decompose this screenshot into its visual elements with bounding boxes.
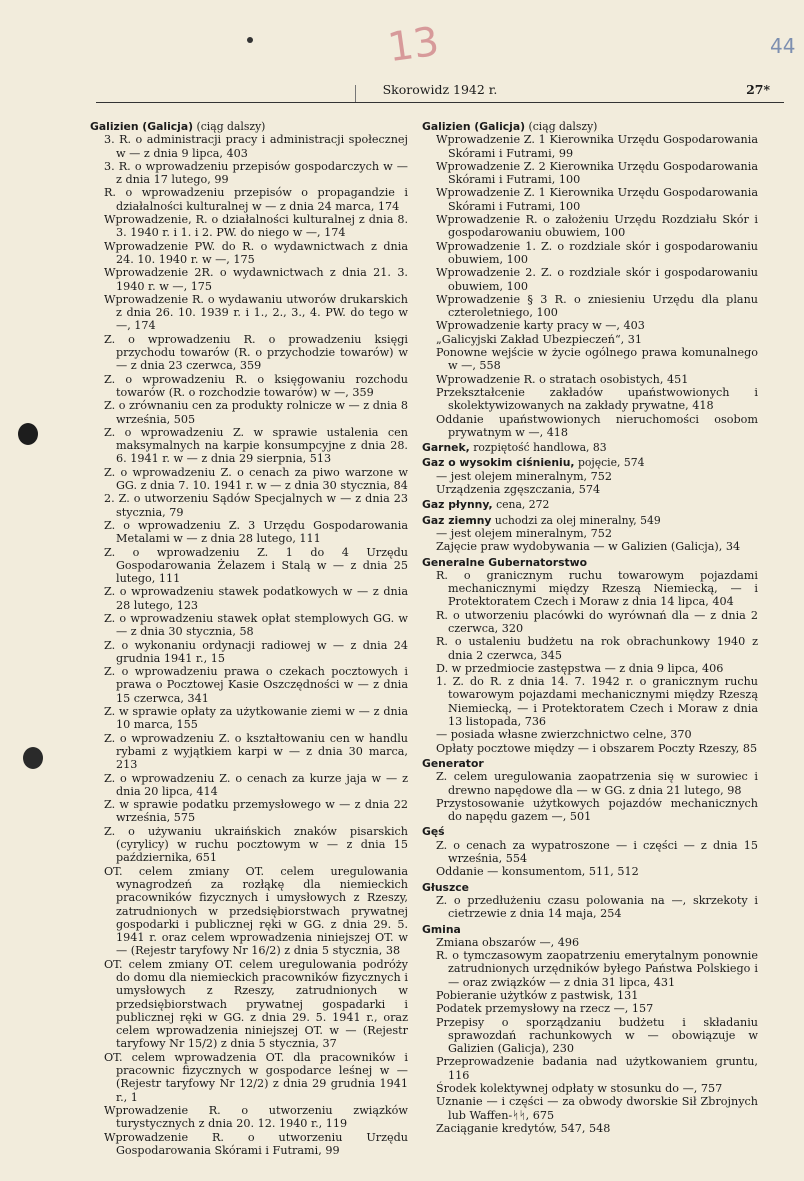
index-entry: D. w przedmiocie zastępstwa — z dnia 9 lipca, 406 [436,661,724,675]
index-entry: Wprowadzenie R. o stratach osobistych, 451 [436,372,689,386]
index-heading-term: Garnek, [422,441,470,455]
index-entry: Z. w sprawie opłaty za użytkowanie ziemi w — z dnia 10 marca, 155 [104,705,408,732]
header-rule [96,102,784,103]
index-entry: Oddanie upaństwowionych nieruchomości osobom prywatnym w —, 418 [436,412,758,439]
index-heading [422,923,758,936]
index-heading-term: Generalne Gubernatorstwo [422,555,588,569]
index-heading-suffix: (ciąg dalszy) [525,120,598,133]
index-entry: Z. o wprowadzeniu stawek opłat stemplowych GG. w — z dnia 30 stycznia, 58 [104,611,408,639]
index-heading-term: Generator [422,756,484,770]
index-heading-suffix: cena, 272 [492,498,550,512]
index-entry: Z. o wprowadzeniu prawa o czekach pocztowych i prawa o Pocztowej Kasie Oszczędności w — z dnia 15 czerwca, 341 [104,665,408,705]
index-heading-term: Galizien (Galicja) [90,120,194,133]
index-heading [422,757,758,770]
index-entry: OT. celem wprowadzenia OT. dla pracowników i pracownic fizycznych w gospodarce leśnej w — (Rejestr taryfowy Nr 12/2) z dnia 29 grudnia 1941 r., 1 [104,1050,408,1104]
index-heading-suffix: rozpiętość handlowa, 83 [469,441,607,455]
index-heading [422,514,758,527]
punch-hole-middle [18,423,38,445]
index-heading-term: Gaz ziemny [422,513,492,527]
page-header [96,80,784,104]
index-entry: Z. o wprowadzeniu Z. o cenach za kurze jaja w — z dnia 20 lipca, 414 [104,771,408,798]
pencil-annotation-corner: 44 [770,34,796,58]
index-entry: Z. o wprowadzeniu Z. w sprawie ustalenia cen maksymalnych na karpie konsumpcyjne z dnia 28. 6. 1941 r. w — z dnia 29 sierpnia, 513 [104,425,408,466]
index-entry: 2. Z. o utworzeniu Sądów Specjalnych w — z dnia 23 stycznia, 79 [104,492,408,519]
header-tick [355,85,356,103]
index-entry: Przekształcenie zakładów upaństwowionych i skolektywizowanych na zakłady prywatne, 418 [436,385,758,413]
index-heading-suffix: pojęcie, 574 [574,456,645,470]
index-entry: — jest olejem mineralnym, 752 [436,526,613,540]
index-heading-term: Głuszce [422,880,469,894]
right-column [422,118,758,1135]
index-entry: Przystosowanie użytkowych pojazdów mechanicznych do napędu gazem —, 501 [436,796,758,824]
index-heading [422,120,758,133]
index-heading [422,498,758,511]
index-entry: Wprowadzenie Z. 2 Kierownika Urzędu Gospodarowania Skórami i Futrami, 100 [436,159,758,187]
index-entry: Wprowadzenie 1. Z. o rozdziale skór i gospodarowaniu obuwiem, 100 [436,239,758,266]
index-entry: Wprowadzenie R. o utworzeniu związków turystycznych z dnia 20. 12. 1940 r., 119 [104,1103,408,1131]
index-entry: Pobieranie użytków z pastwisk, 131 [436,989,639,1002]
index-entry: R. o utworzeniu placówki do wyrównań dla — z dnia 2 czerwca, 320 [436,608,758,635]
index-entry: Z. w sprawie podatku przemysłowego w — z dnia 22 września, 575 [104,798,408,825]
index-entry: Wprowadzenie 2R. o wydawnictwach z dnia 21. 3. 1940 r. w —, 175 [104,266,408,293]
index-entry: OT. celem zmiany OT. celem uregulowania wynagrodzeń za rozłąkę dla niemieckich pracowników fizycznych i umysłowych z Rzeszy, zatrudnionych w przedsiębiorstwach prywatnej gospodarki i publicznej ręki w GG. z dnia 29. 5. 1941 r. oraz celem wprowadzenia niniejszej OT. w — (Rejestr taryfowy Nr 16/2) z dnia 5 stycznia, 38 [104,864,408,958]
index-heading [422,556,758,569]
pencil-annotation-number: 13 [385,18,442,72]
page-number: 27* [746,82,770,97]
index-entry: R. o granicznym ruchu towarowym pojazdami mechanicznymi między Rzeszą Niemiecką, — i Protektoratem Czech i Moraw z dnia 14 lipca, 404 [436,568,758,609]
index-entry: Zaciąganie kredytów, 547, 548 [436,1121,611,1135]
index-entry: Z. celem uregulowania zaopatrzenia się w surowiec i drewno napędowe dla — w GG. z dnia 21 lutego, 98 [436,770,758,797]
index-entry: 3. R. o wprowadzeniu przepisów gospodarczych w — z dnia 17 lutego, 99 [104,159,408,187]
index-entry: Ponowne wejście w życie ogólnego prawa komunalnego w —, 558 [436,346,758,373]
index-entry: Zajęcie praw wydobywania — w Galizien (Galicja), 34 [436,540,741,554]
index-entry: Wprowadzenie Z. 1 Kierownika Urzędu Gospodarowania Skórami i Futrami, 100 [436,186,758,213]
page-title: Skorowidz 1942 r. [382,82,498,97]
index-entry: Wprowadzenie R. o utworzeniu Urzędu Gospodarowania Skórami i Futrami, 99 [104,1130,408,1157]
index-heading-term: Gęś [422,825,445,839]
index-entry: Z. o przedłużeniu czasu polowania na —, skrzekoty i cietrzewie z dnia 14 maja, 254 [436,893,758,921]
index-entry: Z. o zrównaniu cen za produkty rolnicze w — z dnia 8 września, 505 [104,399,408,426]
index-heading [422,456,758,469]
index-entry: „Galicyjski Zakład Ubezpieczeń“, 31 [436,332,643,346]
index-entry: Z. o wprowadzeniu Z. o kształtowaniu cen w handlu rybami z wyjątkiem karpi w — z dnia 30 marca, 213 [104,731,408,772]
index-heading-suffix: uchodzi za olej mineralny, 549 [491,513,661,527]
index-heading [90,120,408,133]
index-entry: Urządzenia zgęszczania, 574 [436,483,601,497]
index-entry: 3. R. o administracji pracy i administracji społecznej w — z dnia 9 lipca, 403 [104,133,408,160]
index-entry: Oddanie — konsumentom, 511, 512 [436,865,639,879]
index-entry: Z. o wprowadzeniu stawek podatkowych w — z dnia 28 lutego, 123 [104,585,408,612]
index-entry: Z. o wprowadzeniu Z. 1 do 4 Urzędu Gospodarowania Żelazem i Stalą w — z dnia 25 lutego, 111 [104,545,408,586]
index-heading-term: Gaz o wysokim ciśnieniu, [422,456,575,470]
index-entry: Z. o wprowadzeniu R. o prowadzeniu księgi przychodu towarów (R. o przychodzie towarów) w — z dnia 23 czerwca, 359 [104,332,408,373]
index-entry: Przeprowadzenie badania nad użytkowaniem gruntu, 116 [436,1055,758,1082]
index-entry: Wprowadzenie § 3 R. o zniesieniu Urzędu dla planu czteroletniego, 100 [436,292,758,320]
index-entry: 1. Z. do R. z dnia 14. 7. 1942 r. o granicznym ruchu towarowym pojazdami mechanicznymi między Rzeszą Niemiecką, — i Protektoratem Czech i Moraw z dnia 13 listopada, 736 [436,675,758,729]
index-entry: R. o tymczasowym zaopatrzeniu emerytalnym ponownie zatrudnionych urzędników byłego Państwa Polskiego i — oraz związków — z dnia 31 lipca, 431 [436,949,758,989]
index-entry: R. o ustaleniu budżetu na rok obrachunkowy 1940 z dnia 2 czerwca, 345 [436,635,758,662]
index-entry: Uznanie — i części — za obwody dworskie Sił Zbrojnych lub Waffen-ᛋᛋ, 675 [436,1095,758,1122]
index-entry: Z. o wprowadzeniu Z. 3 Urzędu Gospodarowania Metalami w — z dnia 28 lutego, 111 [104,518,408,546]
index-entry: Opłaty pocztowe między — i obszarem Poczty Rzeszy, 85 [436,741,758,755]
index-heading-term: Galizien (Galicja) [422,120,526,133]
index-heading-term: Gmina [422,922,461,936]
index-heading-term: Gaz płynny, [422,498,493,512]
index-entry: Z. o używaniu ukraińskich znaków pisarskich (cyrylicy) w ruchu pocztowym w — z dnia 15 października, 651 [104,824,408,865]
index-entry: — posiada własne zwierzchnictwo celne, 370 [436,728,692,742]
index-entry: Z. o wprowadzeniu Z. o cenach za piwo warzone w GG. z dnia 7. 10. 1941 r. w — z dnia 30 stycznia, 84 [104,465,408,493]
index-entry: Wprowadzenie R. o założeniu Urzędu Rozdziału Skór i gospodarowaniu obuwiem, 100 [436,213,758,240]
index-entry: Wprowadzenie R. o wydawaniu utworów drukarskich z dnia 26. 10. 1939 r. i 1., 2., 3., 4. PW. do tego w —, 174 [104,292,408,333]
index-entry: Z. o cenach za wypatroszone — i części — z dnia 15 września, 554 [436,838,758,866]
index-entry: Z. o wykonaniu ordynacji radiowej w — z dnia 24 grudnia 1941 r., 15 [104,638,408,665]
index-entry: — jest olejem mineralnym, 752 [436,469,613,483]
index-entry: OT. celem zmiany OT. celem uregulowania podróży do domu dla niemieckich pracowników fizycznych i umysłowych z Rzeszy, zatrudnionych w przedsiębiorstwach prywatnej gospadarki i publicznej ręki w GG. z dnia 29. 5. 1941 r., oraz celem wprowadzenia niniejszej OT. w — (Rejestr taryfowy Nr 15/2) z dnia 5 stycznia, 37 [104,957,408,1051]
index-entry: R. o wprowadzeniu przepisów o propagandzie i działalności kulturalnej w — z dnia 24 marca, 174 [104,186,408,213]
index-heading-suffix: (ciąg dalszy) [193,120,266,133]
index-entry: Wprowadzenie PW. do R. o wydawnictwach z dnia 24. 10. 1940 r. w —, 175 [104,239,408,266]
index-heading [422,441,758,454]
index-entry: Wprowadzenie karty pracy w —, 403 [436,319,645,333]
punch-hole-lower [23,747,43,769]
left-column [90,118,408,1157]
index-entry: Podatek przemysłowy na rzecz —, 157 [436,1002,654,1016]
index-heading [422,825,758,838]
index-entry: Wprowadzenie 2. Z. o rozdziale skór i gospodarowaniu obuwiem, 100 [436,266,758,293]
index-entry: Przepisy o sporządzaniu budżetu i składaniu sprawozdań rachunkowych w — obowiązuje w Galizien (Galicja), 230 [436,1015,758,1056]
index-entry: Wprowadzenie, R. o działalności kulturalnej z dnia 8. 3. 1940 r. i 1. i 2. PW. do niego w —, 174 [104,213,408,240]
index-entry: Zmiana obszarów —, 496 [436,935,580,949]
index-heading [422,881,758,894]
index-entry: Z. o wprowadzeniu R. o księgowaniu rozchodu towarów (R. o rozchodzie towarów) w —, 359 [104,372,408,399]
index-entry: Środek kolektywnej odpłaty w stosunku do —, 757 [436,1082,723,1096]
punch-hole-top [247,37,253,43]
index-entry: Wprowadzenie Z. 1 Kierownika Urzędu Gospodarowania Skórami i Futrami, 99 [436,133,758,160]
